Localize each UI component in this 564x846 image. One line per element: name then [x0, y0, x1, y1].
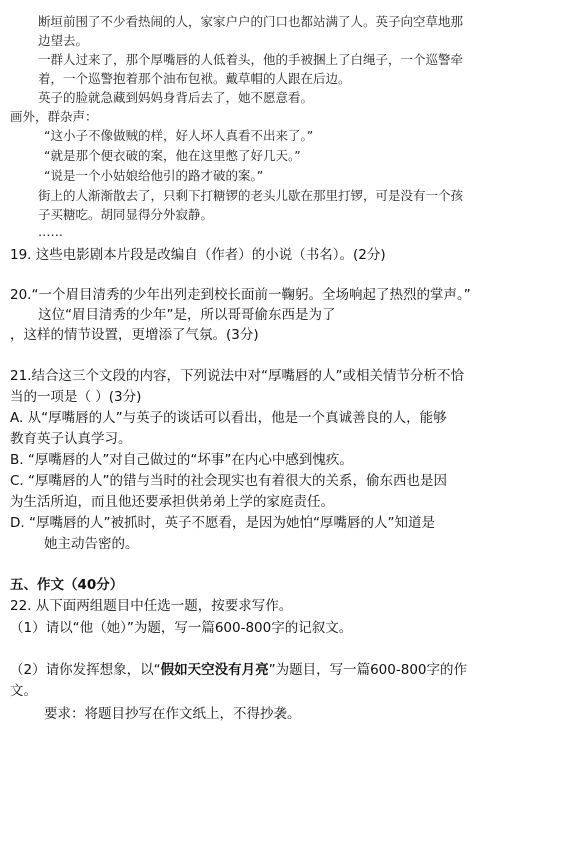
question-21-line1: 21.结合这三个文段的内容，下列说法中对“厚嘴唇的人”或相关情节分析不恰 [10, 368, 464, 384]
essay-option-2 [10, 660, 467, 680]
question-19: 19. 这些电影剧本片段是改编自（作者）的小说（书名）。(2分) [10, 247, 386, 263]
essay-option-2-suffix: ”为题目，写一篇600-800字的作 [268, 662, 467, 678]
essay-option-2-prefix: （2）请你发挥想象，以“ [10, 662, 161, 678]
essay-option-2-title: 假如天空没有月亮 [160, 662, 269, 678]
option-c-line1: C. “厚嘴唇的人”的错与当时的社会现实也有着很大的关系，偷东西也是因 [10, 473, 447, 489]
question-21-line2: 当的一项是（ ）(3分) [10, 389, 142, 405]
script-line: 边望去。 [38, 33, 89, 48]
script-line: 着，一个巡警抱着那个油布包袱。戴草帽的人跟在后边。 [38, 71, 351, 86]
option-c-line2: 为生活所迫，而且他还要承担供弟弟上学的家庭责任。 [10, 494, 334, 510]
option-b: B. “厚嘴唇的人”对自己做过的“坏事”在内心中感到愧疚。 [10, 452, 353, 468]
script-line: “这小子不像做贼的样，好人坏人真看不出来了。” [44, 128, 314, 143]
option-a-line1: A. 从“厚嘴唇的人”与英子的谈话可以看出，他是一个真诚善良的人，能够 [10, 410, 447, 426]
script-line: 英子的脸就急藏到妈妈身背后去了，她不愿意看。 [38, 90, 314, 105]
script-line: “就是那个便衣破的案，他在这里憋了好几天。” [44, 148, 301, 163]
script-line: 画外，群杂声： [10, 109, 98, 124]
script-line: 子买糖吃。胡同显得分外寂静。 [38, 207, 214, 222]
question-22: 22. 从下面两组题目中任选一题，按要求写作。 [10, 598, 293, 614]
essay-option-1: （1）请以“他（她）”为题，写一篇600-800字的记叙文。 [10, 620, 353, 636]
script-line: …… [38, 224, 63, 239]
script-line: 一群人过来了，那个厚嘴唇的人低着头，他的手被捆上了白绳子，一个巡警牵 [38, 52, 464, 67]
option-d-line2: 她主动告密的。 [44, 536, 139, 552]
script-line: 断垣前围了不少看热闹的人，家家户户的门口也都站满了人。英子向空草地那 [38, 14, 464, 29]
option-a-line2: 教育英子认真学习。 [10, 431, 132, 447]
section-heading: 五、作文（40分） [10, 577, 124, 593]
script-line: 街上的人渐渐散去了，只剩下打糖锣的老头儿歇在那里打锣，可是没有一个孩 [38, 188, 464, 203]
question-20-line1: 20.“一个眉目清秀的少年出列走到校长面前一鞠躬。全场响起了热烈的掌声。” [10, 287, 471, 303]
essay-requirement: 要求：将题目抄写在作文纸上，不得抄袭。 [44, 706, 301, 722]
option-d-line1: D. “厚嘴唇的人”被抓时，英子不愿看，是因为她怕“厚嘴唇的人”知道是 [10, 515, 435, 531]
question-20-line2: 这位“眉目清秀的少年”是，所以哥哥偷东西是为了 [38, 307, 336, 323]
script-line: “说是一个小姑娘给他引的路才破的案。” [44, 168, 264, 183]
essay-option-2-cont: 文。 [10, 683, 37, 699]
question-20-line3: ，这样的情节设置，更增添了气氛。(3分) [10, 327, 259, 343]
